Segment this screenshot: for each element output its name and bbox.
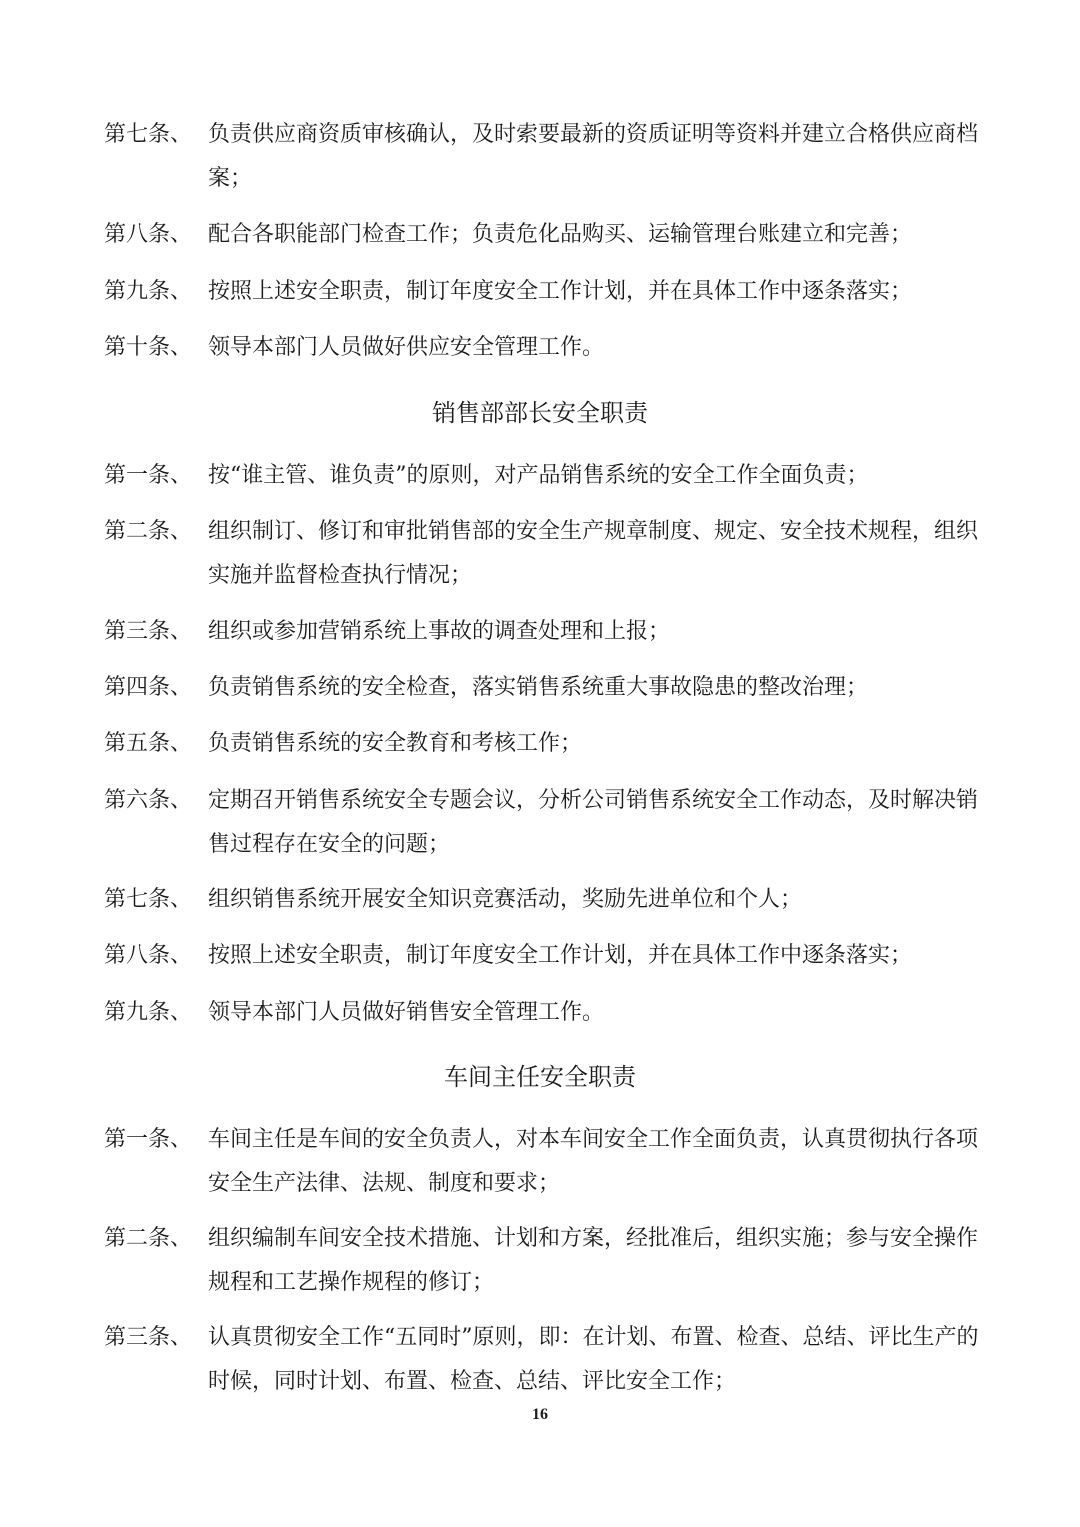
article-number: 第三条、 — [104, 619, 193, 644]
article-workshop-2 — [104, 1217, 984, 1305]
article-workshop-1 — [104, 1118, 984, 1206]
article-text: 领导本部门人员做好供应安全管理工作。 — [208, 335, 605, 360]
article-number: 第四条、 — [104, 675, 193, 700]
article-sales-6 — [104, 779, 984, 867]
article-number: 第二条、 — [104, 1226, 193, 1251]
article-text: 配合各职能部门检查工作；负责危化品购买、运输管理台账建立和完善； — [208, 222, 913, 247]
article-sales-1 — [104, 454, 984, 498]
article-text: 按“谁主管、谁负责”的原则，对产品销售系统的安全工作全面负责； — [208, 463, 869, 488]
article-number: 第一条、 — [104, 463, 193, 488]
article-sales-4 — [104, 666, 984, 710]
section-title-sales: 销售部部长安全职责 — [432, 399, 648, 427]
article-number: 第二条、 — [104, 519, 193, 544]
article-sales-2 — [104, 510, 984, 598]
section-title-workshop: 车间主任安全职责 — [444, 1063, 636, 1091]
article-number: 第九条、 — [104, 1000, 193, 1025]
article-number: 第十条、 — [104, 335, 193, 360]
article-supply-10 — [104, 326, 984, 370]
page-number: 16 — [532, 1406, 548, 1423]
article-sales-3 — [104, 610, 984, 654]
article-text: 负责供应商资质审核确认，及时索要最新的资质证明等资料并建立合格供应商档案； — [208, 122, 979, 191]
article-sales-7 — [104, 878, 984, 922]
article-number: 第七条、 — [104, 887, 193, 912]
article-supply-7 — [104, 113, 984, 201]
article-number: 第五条、 — [104, 731, 193, 756]
article-number: 第三条、 — [104, 1325, 193, 1350]
article-text: 按照上述安全职责，制订年度安全工作计划，并在具体工作中逐条落实； — [208, 279, 913, 304]
article-text: 组织销售系统开展安全知识竞赛活动，奖励先进单位和个人； — [208, 887, 803, 912]
article-sales-8 — [104, 934, 984, 978]
article-supply-9 — [104, 270, 984, 314]
article-number: 第八条、 — [104, 943, 193, 968]
article-number: 第一条、 — [104, 1127, 193, 1152]
article-supply-8 — [104, 213, 984, 257]
article-number: 第八条、 — [104, 222, 193, 247]
article-text: 组织或参加营销系统上事故的调查处理和上报； — [208, 619, 671, 644]
article-workshop-3 — [104, 1316, 984, 1404]
article-number: 第七条、 — [104, 122, 193, 147]
article-text: 组织编制车间安全技术措施、计划和方案，经批准后，组织实施；参与安全操作规程和工艺操作规程的修订； — [208, 1226, 979, 1295]
article-number: 第六条、 — [104, 788, 193, 813]
article-text: 按照上述安全职责，制订年度安全工作计划，并在具体工作中逐条落实； — [208, 943, 913, 968]
article-number: 第九条、 — [104, 279, 193, 304]
article-sales-9 — [104, 991, 984, 1035]
article-text: 组织制订、修订和审批销售部的安全生产规章制度、规定、安全技术规程，组织实施并监督检查执行情况； — [208, 519, 979, 588]
article-text: 负责销售系统的安全教育和考核工作； — [208, 731, 583, 756]
article-text: 认真贯彻安全工作“五同时”原则，即：在计划、布置、检查、总结、评比生产的时候，同时计划、布置、检查、总结、评比安全工作； — [208, 1325, 979, 1394]
article-text: 负责销售系统的安全检查，落实销售系统重大事故隐患的整改治理； — [208, 675, 869, 700]
article-text: 定期召开销售系统安全专题会议，分析公司销售系统安全工作动态，及时解决销售过程存在安全的问题； — [208, 788, 979, 857]
article-sales-5 — [104, 722, 984, 766]
article-text: 车间主任是车间的安全负责人，对本车间安全工作全面负责，认真贯彻执行各项安全生产法律、法规、制度和要求； — [208, 1127, 979, 1196]
article-text: 领导本部门人员做好销售安全管理工作。 — [208, 1000, 605, 1025]
